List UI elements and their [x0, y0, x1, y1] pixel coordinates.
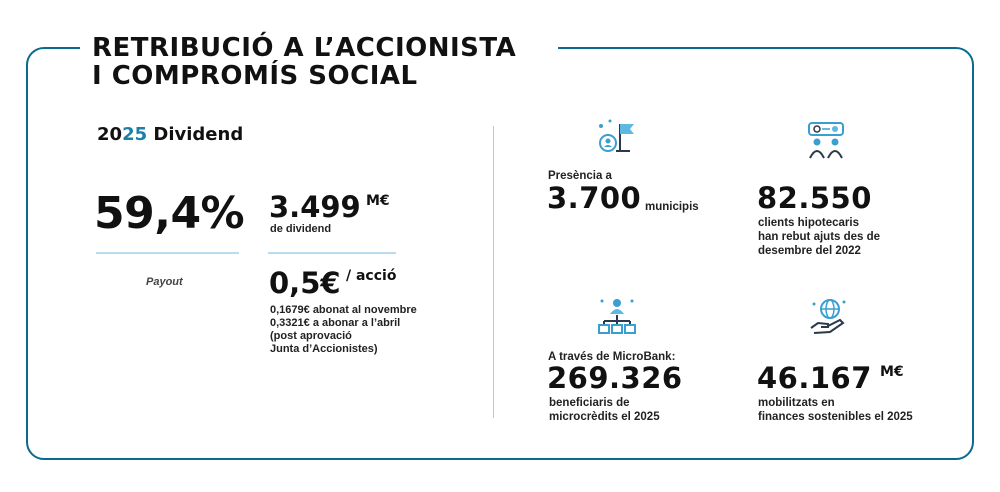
sustainable-caption-line: finances sostenibles el 2025: [758, 411, 913, 423]
title-line-2: I COMPROMÍS SOCIAL: [92, 61, 418, 91]
microbank-caption: [549, 396, 660, 424]
dividend-notes: [270, 304, 417, 356]
vertical-divider: [493, 126, 494, 418]
presence-unit: municipis: [645, 201, 699, 213]
presence-value: 3.700: [547, 181, 642, 215]
flag-person-icon: [596, 116, 636, 156]
org-chart-icon: [597, 296, 637, 336]
clients-caption-line: clients hipotecaris: [758, 217, 859, 229]
dividend-note: Junta d’Accionistes): [270, 343, 378, 355]
dividend-amount-value: 3.499: [269, 190, 361, 224]
dividend-amount-unit: M€: [366, 193, 390, 209]
payout-divider: [96, 252, 239, 254]
presence-pre-label: Presència a: [548, 170, 612, 182]
sustainable-caption-line: mobilitzats en: [758, 397, 835, 409]
dividend-amount-caption: de dividend: [270, 223, 332, 235]
dividend-year-a: 20: [97, 124, 123, 145]
clients-caption-line: desembre del 2022: [758, 245, 861, 257]
dividend-note: 0,1679€ abonat al novembre: [270, 304, 417, 316]
clients-caption-line: han rebut ajuts des de: [758, 231, 881, 243]
dividend-note: 0,3321€ a abonar a l’abril: [270, 317, 401, 329]
dividend-heading: [97, 124, 243, 145]
sustainable-value: 46.167: [757, 361, 872, 395]
clients-value: 82.550: [757, 181, 872, 215]
per-share-unit: / acció: [346, 268, 397, 284]
people-chat-icon: [806, 120, 846, 160]
page-title: [92, 34, 516, 90]
payout-label: Payout: [146, 276, 183, 288]
clients-caption: [758, 216, 880, 258]
microbank-pre-label: A través de MicroBank:: [548, 351, 676, 363]
payout-value: 59,4%: [94, 188, 245, 239]
per-share-value: 0,5€: [269, 266, 341, 300]
sustainable-caption: [758, 396, 913, 424]
amount-divider: [268, 252, 396, 254]
microbank-value: 269.326: [547, 361, 683, 395]
microbank-caption-line: microcrèdits el 2025: [549, 411, 660, 423]
microbank-caption-line: beneficiaris de: [549, 397, 630, 409]
dividend-label: Dividend: [147, 124, 244, 145]
sustainable-unit: M€: [880, 364, 904, 380]
title-line-1: RETRIBUCIÓ A L’ACCIONISTA: [92, 33, 517, 63]
dividend-year-b: 25: [122, 124, 148, 145]
globe-hand-icon: [808, 296, 848, 336]
dividend-note: (post aprovació: [270, 330, 352, 342]
